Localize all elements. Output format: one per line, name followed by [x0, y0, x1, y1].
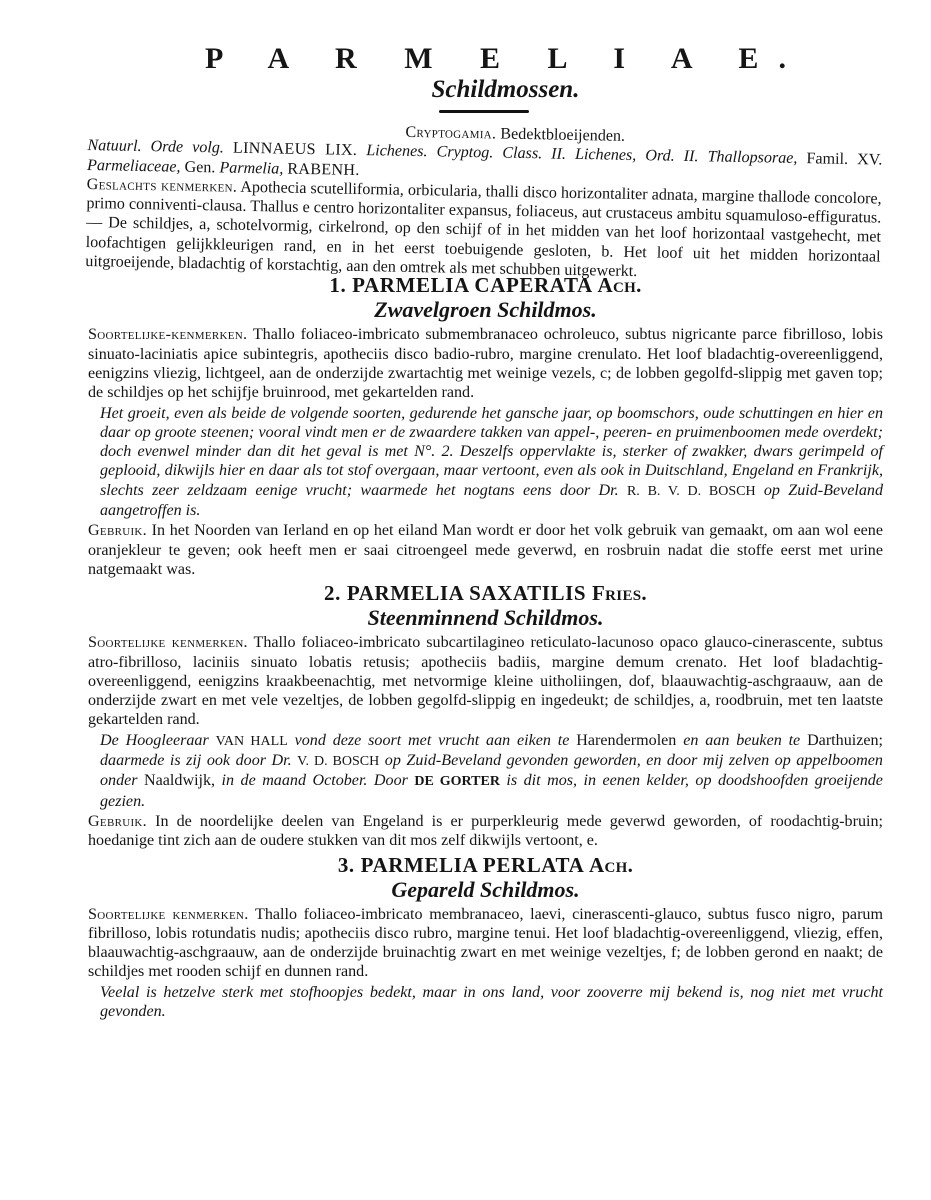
genus-text: Apothecia scutelliformia, orbicularia, thalli disco horizontaliter adnata, margine thallode concolore, primo conniventi-clausa. Thallus e centro horizontaliter expansus, foliaceus, aut crustaceus ambitu squamuloso-effiguratus. — De schildjes, a, schotelvormig, cirkelrond, op den schijf of in het midden van het loof horizontaal vastgehecht, met loofachtigen gelijkkleurigen rand, en in het eerst toebuigende gesloten, b. Het loof uit het midden horizontaal uitgroeijende, bladachtig of korstachtig, aan den omtrek als met schubben uitgewerkt.	[85, 178, 882, 281]
species-2-note-c: en aan beuken te	[683, 731, 801, 749]
natural-order-ref: LINNAEUS LIX.	[232, 139, 358, 160]
species-1-note	[88, 404, 883, 521]
species-2-note-e: op Zuid-Beveland gevonden geworden, en door mij zelven op appelboomen onder	[100, 752, 883, 790]
species-1-name: PARMELIA CAPERATA	[352, 273, 592, 298]
species-2-note-a: De Hoogleeraar	[100, 731, 209, 749]
species-2-place-1: Harendermolen	[576, 731, 677, 749]
species-2-note-b: vond deze soort met vrucht aan eiken te	[294, 731, 570, 749]
species-1-traits-label: Soortelijke-kenmerken.	[88, 326, 248, 344]
parmeliaceae: Parmeliaceae,	[86, 156, 181, 176]
species-1-note-a: Het groeit, even als beide de volgende soorten, gedurende het gansche jaar, op boomschors, oude schuttingen en hier en daar op groote steenen; vooral vindt men er de zwaardere takken van appel-, peeren- en pruimenboomen mede overdekt; doch evenwel minder dan dit het geval is met N°. 2. Deszelfs oppervlakte is, sterker of zwakker, dwars gerimpeld of geplooid, dikwijls hier en daar als tot stof overgaan, maar vertoont, even als ook in Duitschland, Engeland en Frankrijk, slechts zeer zeldzaam eenige vrucht; waarmede het nogtans eens door Dr.	[100, 404, 883, 499]
species-2-place-2: Darthuizen;	[807, 731, 884, 749]
species-2-traits-text: Thallo foliaceo-imbricato subcartilagineo reticulato-lacunoso opaco glauco-cinerascente, subtus atro-fibrilloso, laciniis sinuato lobatis retusis; apotheciis badiis, margine demum crenato. Het loof bladachtig-overeenliggend, eenigzins kraakbeenachtig, met netvormige kleine uitholiingen, dof, blaauwachtig-aschgraauw, aan de onderzijde zwart en met vele vezeltjes, de lobben gegolfd-slippig en ingedeukt; de schildjes, a, roodbruin, met ten laatste gekartelden rand.	[88, 634, 883, 729]
genus-intro	[85, 117, 883, 286]
species-1-number: 1.	[329, 273, 347, 298]
species-3-traits	[88, 905, 883, 982]
species-1-note-b: op Zuid-Beveland aangetroffen is.	[100, 481, 883, 520]
species-1-traits	[88, 325, 883, 402]
species-2-vernacular: Steenminnend Schildmos.	[367, 605, 604, 631]
family-title: P A R M E L I A E.	[205, 42, 806, 75]
parmelia-gen: Parmelia,	[219, 159, 284, 178]
species-3-author: Ach.	[589, 852, 634, 877]
page	[85, 42, 884, 1022]
species-3-note	[88, 983, 883, 1022]
thallopsorae: Thallopsorae,	[707, 148, 798, 168]
gen-label: Gen.	[184, 158, 216, 176]
species-2-place-3: Naaldwijk,	[144, 772, 216, 790]
species-2-number: 2.	[324, 581, 341, 606]
species-2-traits-label: Soortelijke kenmerken.	[88, 634, 248, 652]
species-1-use	[88, 521, 883, 579]
species-3-traits-text: Thallo foliaceo-imbricato membranaceo, laevi, cinerascenti-glauco, subtus fusco nigro, parum fibrilloso, lobis rotundatis nudis; apotheciis disco rubro, margine tenui. Het loof bladachtig-overeenliggend, vliezig, effen, blaauwachtig-aschgraauw, aan de onderzijde bruinachtig zwart en met weinige vezeltjes, f; de lobben gerond en naakt; de schildjes met rooden schijf en dunnen rand.	[88, 905, 883, 981]
species-2-note-ref3: DE GORTER	[414, 774, 500, 790]
species-3-vernacular: Gepareld Schildmos.	[391, 876, 580, 902]
species-2-use	[88, 812, 883, 851]
species-2-title	[88, 581, 883, 605]
species-3-note-a: Veelal is hetzelve sterk met stofhoopjes bedekt, maar in ons land, voor zooverre mij bekend is, nog niet met vrucht gevonden.	[100, 983, 883, 1020]
species-3-traits-label: Soortelijke kenmerken.	[88, 905, 249, 923]
family-subtitle: Schildmossen.	[431, 76, 580, 103]
species-1-note-ref: R. B. V. D. BOSCH	[626, 483, 756, 499]
species-2-note-d: daarmede is zij ook door Dr.	[100, 752, 292, 770]
species-2-use-text: In de noordelijke deelen van Engeland is er purperkleurig mede geverwd geworden, of roodachtig-bruin; hoedanige tint zich aan de oudere stukken van dit mos zelf dikwijls vertoont, e.	[88, 812, 883, 850]
natural-order-label: Natuurl. Orde volg.	[87, 137, 225, 157]
class-text: Bedektbloeijenden.	[500, 125, 626, 145]
species-1-use-label: Gebruik.	[88, 522, 147, 540]
genus-characters	[85, 175, 882, 286]
species-3-number: 3.	[337, 852, 355, 877]
species-2-use-label: Gebruik.	[88, 812, 147, 830]
natural-order-text2: Lichenes, Ord. II.	[574, 146, 699, 166]
species-3-title	[88, 853, 883, 877]
species-1-author: Ach.	[597, 273, 642, 298]
famil: Famil. XV.	[806, 150, 883, 169]
species-2-note-ref2: V. D. BOSCH	[297, 754, 380, 770]
species-2-note	[88, 731, 883, 811]
species-2-note-f: in de maand October.	[221, 772, 368, 790]
genus-label: Geslachts kenmerken.	[86, 175, 238, 196]
species-1-use-text: In het Noorden van Ierland en op het eiland Man wordt er door het volk gebruik van gemaakt, om aan wol eene oranjekleur te geven; ook heeft men er saai citroengeel mede geverwd, en rosbruin nadat die stoffe eerst met urine natgemaakt was.	[88, 522, 883, 578]
natural-order-text: Lichenes. Cryptog. Class. II.	[366, 142, 567, 164]
class-label: Cryptogamia.	[405, 123, 497, 143]
species-3-name: PARMELIA PERLATA	[360, 852, 584, 877]
species-1-traits-text: Thallo foliaceo-imbricato submembranaceo ochroleuco, subtus nigricante parce fibrilloso, lobis sinuato-laciniatis apice subintegris, apotheciis disco badio-rubro, margine crenulato. Het loof bladachtig-overeenliggend, eenigzins vliezig, lichtgeel, aan de onderzijde zwartachtig met weinige vezels, c; de lobben gegolfd-slippig met gaven top; de schildjes op het schijfje bruinrood, met gekartelden rand.	[88, 326, 883, 402]
species-2-note-h: is dit mos, in eenen kelder, op doodshoofden groeijende gezien.	[100, 772, 883, 810]
species-1-vernacular: Zwavelgroen Schildmos.	[374, 297, 597, 323]
title-rule	[439, 110, 529, 113]
species-2-author: Fries.	[592, 581, 647, 606]
rabenh: RABENH.	[287, 160, 360, 179]
species-2-traits	[88, 633, 883, 729]
species-2-name: PARMELIA SAXATILIS	[346, 581, 587, 606]
species-2-note-ref1: VAN HALL	[215, 733, 288, 749]
species-2-note-g: Door	[373, 772, 408, 790]
